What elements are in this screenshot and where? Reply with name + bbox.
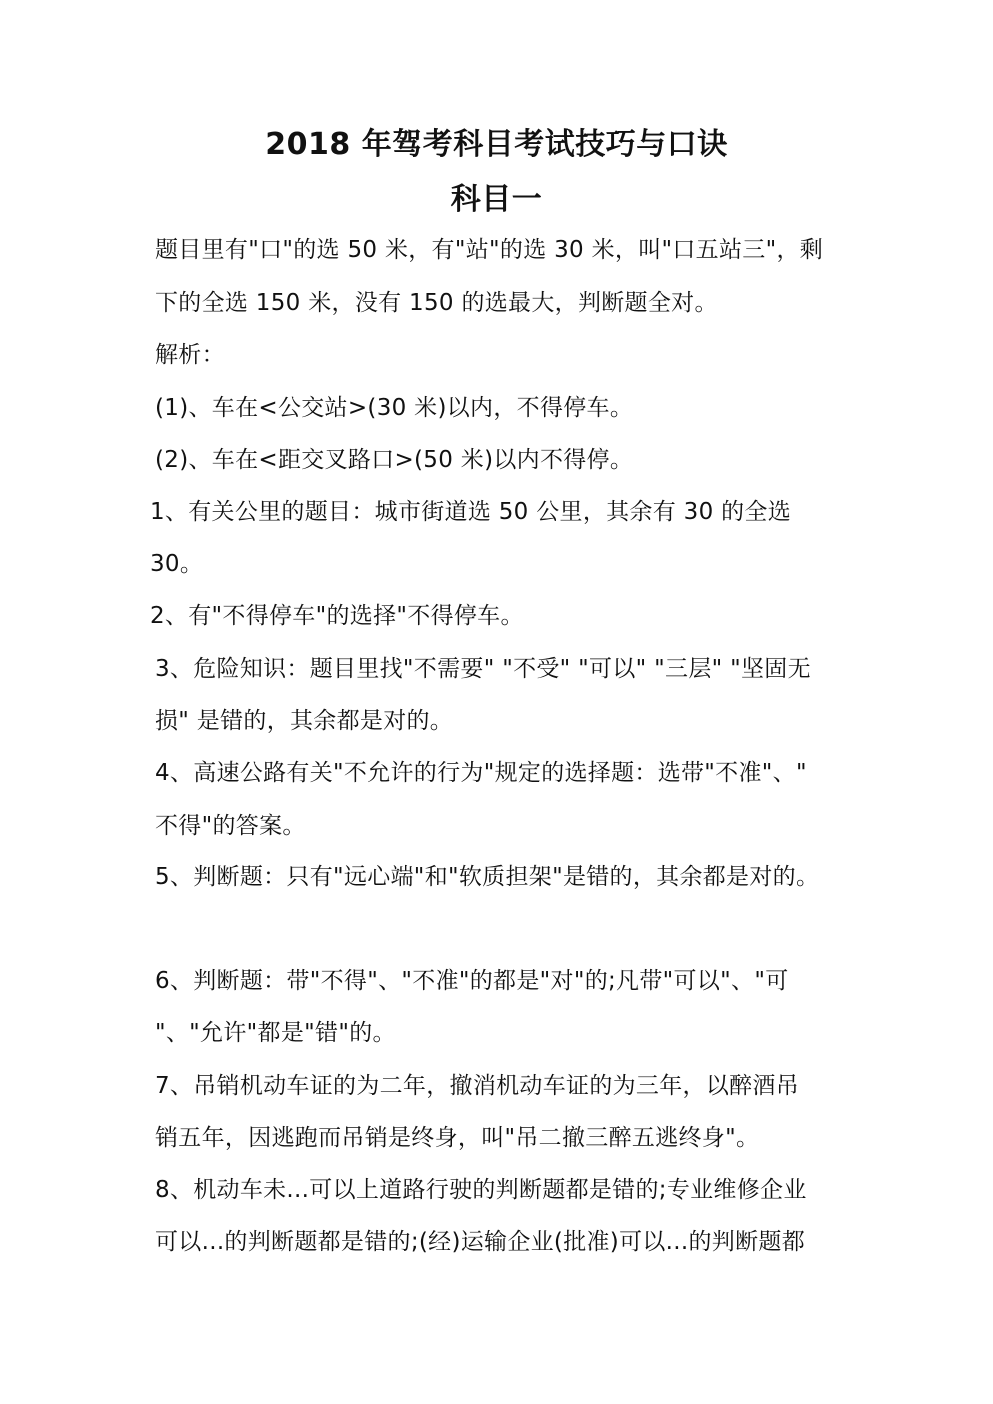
text-line: 5、判断题：只有"远心端"和"软质担架"是错的，其余都是对的。: [155, 864, 820, 890]
text-line: (2)、车在<距交叉路口>(50 米)以内不得停。: [155, 447, 634, 473]
text-line: 30。: [150, 551, 204, 577]
text-line: 3、危险知识：题目里找"不需要" "不受" "可以" "三层" "坚固无: [155, 656, 811, 682]
text-line: 2、有"不得停车"的选择"不得停车。: [150, 603, 524, 629]
text-line: 销五年，因逃跑而吊销是终身，叫"吊二撤三醉五逃终身"。: [155, 1125, 760, 1151]
text-line: 6、判断题：带"不得"、"不准"的都是"对"的;凡带"可以"、"可: [155, 968, 789, 994]
text-line: 损" 是错的，其余都是对的。: [155, 708, 454, 734]
text-line: 7、吊销机动车证的为二年，撤消机动车证的为三年，以醉酒吊: [155, 1073, 800, 1099]
text-line: 题目里有"口"的选 50 米，有"站"的选 30 米，叫"口五站三"，剩: [155, 237, 824, 263]
text-line: 解析：: [155, 342, 225, 368]
text-line: 8、机动车未...可以上道路行驶的判断题都是错的;专业维修企业: [155, 1177, 807, 1203]
text-line: "、"允许"都是"错"的。: [155, 1020, 396, 1046]
text-line: 4、高速公路有关"不允许的行为"规定的选择题：选带"不准"、": [155, 760, 807, 786]
text-line: 可以...的判断题都是错的;(经)运输企业(批准)可以...的判断题都: [155, 1229, 806, 1255]
text-line: 1、有关公里的题目：城市街道选 50 公里，其余有 30 的全选: [150, 499, 792, 525]
document-subtitle: 科目一: [450, 182, 543, 217]
document-title: 2018 年驾考科目考试技巧与口诀: [265, 127, 728, 162]
text-line: (1)、车在<公交站>(30 米)以内，不得停车。: [155, 395, 634, 421]
text-line: 不得"的答案。: [155, 813, 306, 839]
text-line: 下的全选 150 米，没有 150 的选最大，判断题全对。: [155, 290, 718, 316]
